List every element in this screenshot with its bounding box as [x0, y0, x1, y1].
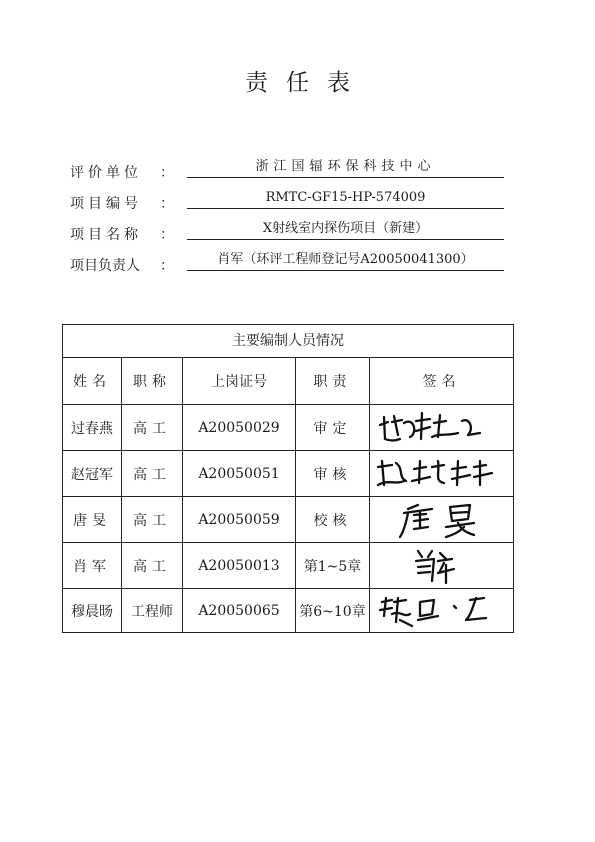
signature-row-2: [374, 455, 504, 495]
staff-table-title: 主要编制人员情况: [63, 325, 513, 358]
staff-duty: 审定: [313, 420, 352, 437]
header-signature: 签名: [422, 374, 461, 390]
staff-name: 唐旻: [73, 512, 111, 529]
staff-name: 过春燕: [71, 420, 113, 437]
project-leader-value: 肖军（环评工程师登记号A20050041300）: [187, 251, 504, 271]
project-name-value: X射线室内探伤项目（新建）: [187, 220, 504, 240]
signature-row-5: [374, 592, 504, 632]
staff-cert: A20050065: [198, 602, 280, 619]
staff-duty: 第1~5章: [303, 558, 362, 575]
staff-cert: A20050013: [198, 557, 280, 574]
signature-row-1: [374, 409, 504, 449]
staff-rank: 高工: [133, 558, 171, 575]
staff-cert: A20050029: [198, 419, 280, 436]
colon: ：: [160, 196, 174, 212]
staff-table: [62, 324, 514, 633]
staff-name: 赵冠军: [71, 466, 113, 483]
project-number-value: RMTC-GF15-HP-574009: [187, 189, 504, 209]
staff-rank: 高工: [133, 420, 171, 437]
header-name: 姓名: [73, 374, 111, 390]
staff-rank: 高工: [133, 466, 171, 483]
colon: ：: [160, 258, 174, 274]
header-cert: 上岗证号: [211, 374, 267, 390]
colon: ：: [160, 227, 174, 243]
project-leader-label: 项目负责人: [70, 258, 140, 274]
project-name-label: 项目名称: [70, 227, 142, 243]
staff-duty: 审核: [313, 466, 352, 483]
evaluation-unit-value: 浙江国辐环保科技中心: [187, 158, 504, 178]
staff-name: 穆晨旸: [71, 603, 113, 620]
staff-cert: A20050051: [198, 465, 280, 482]
signature-row-4: [374, 547, 504, 587]
document-title: 责任表: [245, 70, 368, 96]
evaluation-unit-label: 评价单位: [70, 165, 142, 181]
colon: ：: [160, 165, 174, 181]
staff-rank: 高工: [133, 512, 171, 529]
staff-name: 肖军: [73, 558, 111, 575]
staff-duty: 校核: [313, 512, 352, 529]
staff-duty: 第6~10章: [299, 603, 366, 620]
project-number-label: 项目编号: [70, 196, 142, 212]
staff-rank: 工程师: [131, 603, 173, 620]
signature-row-3: [374, 501, 504, 541]
header-rank: 职称: [133, 374, 171, 390]
header-duty: 职责: [313, 374, 352, 390]
staff-cert: A20050059: [198, 511, 280, 528]
